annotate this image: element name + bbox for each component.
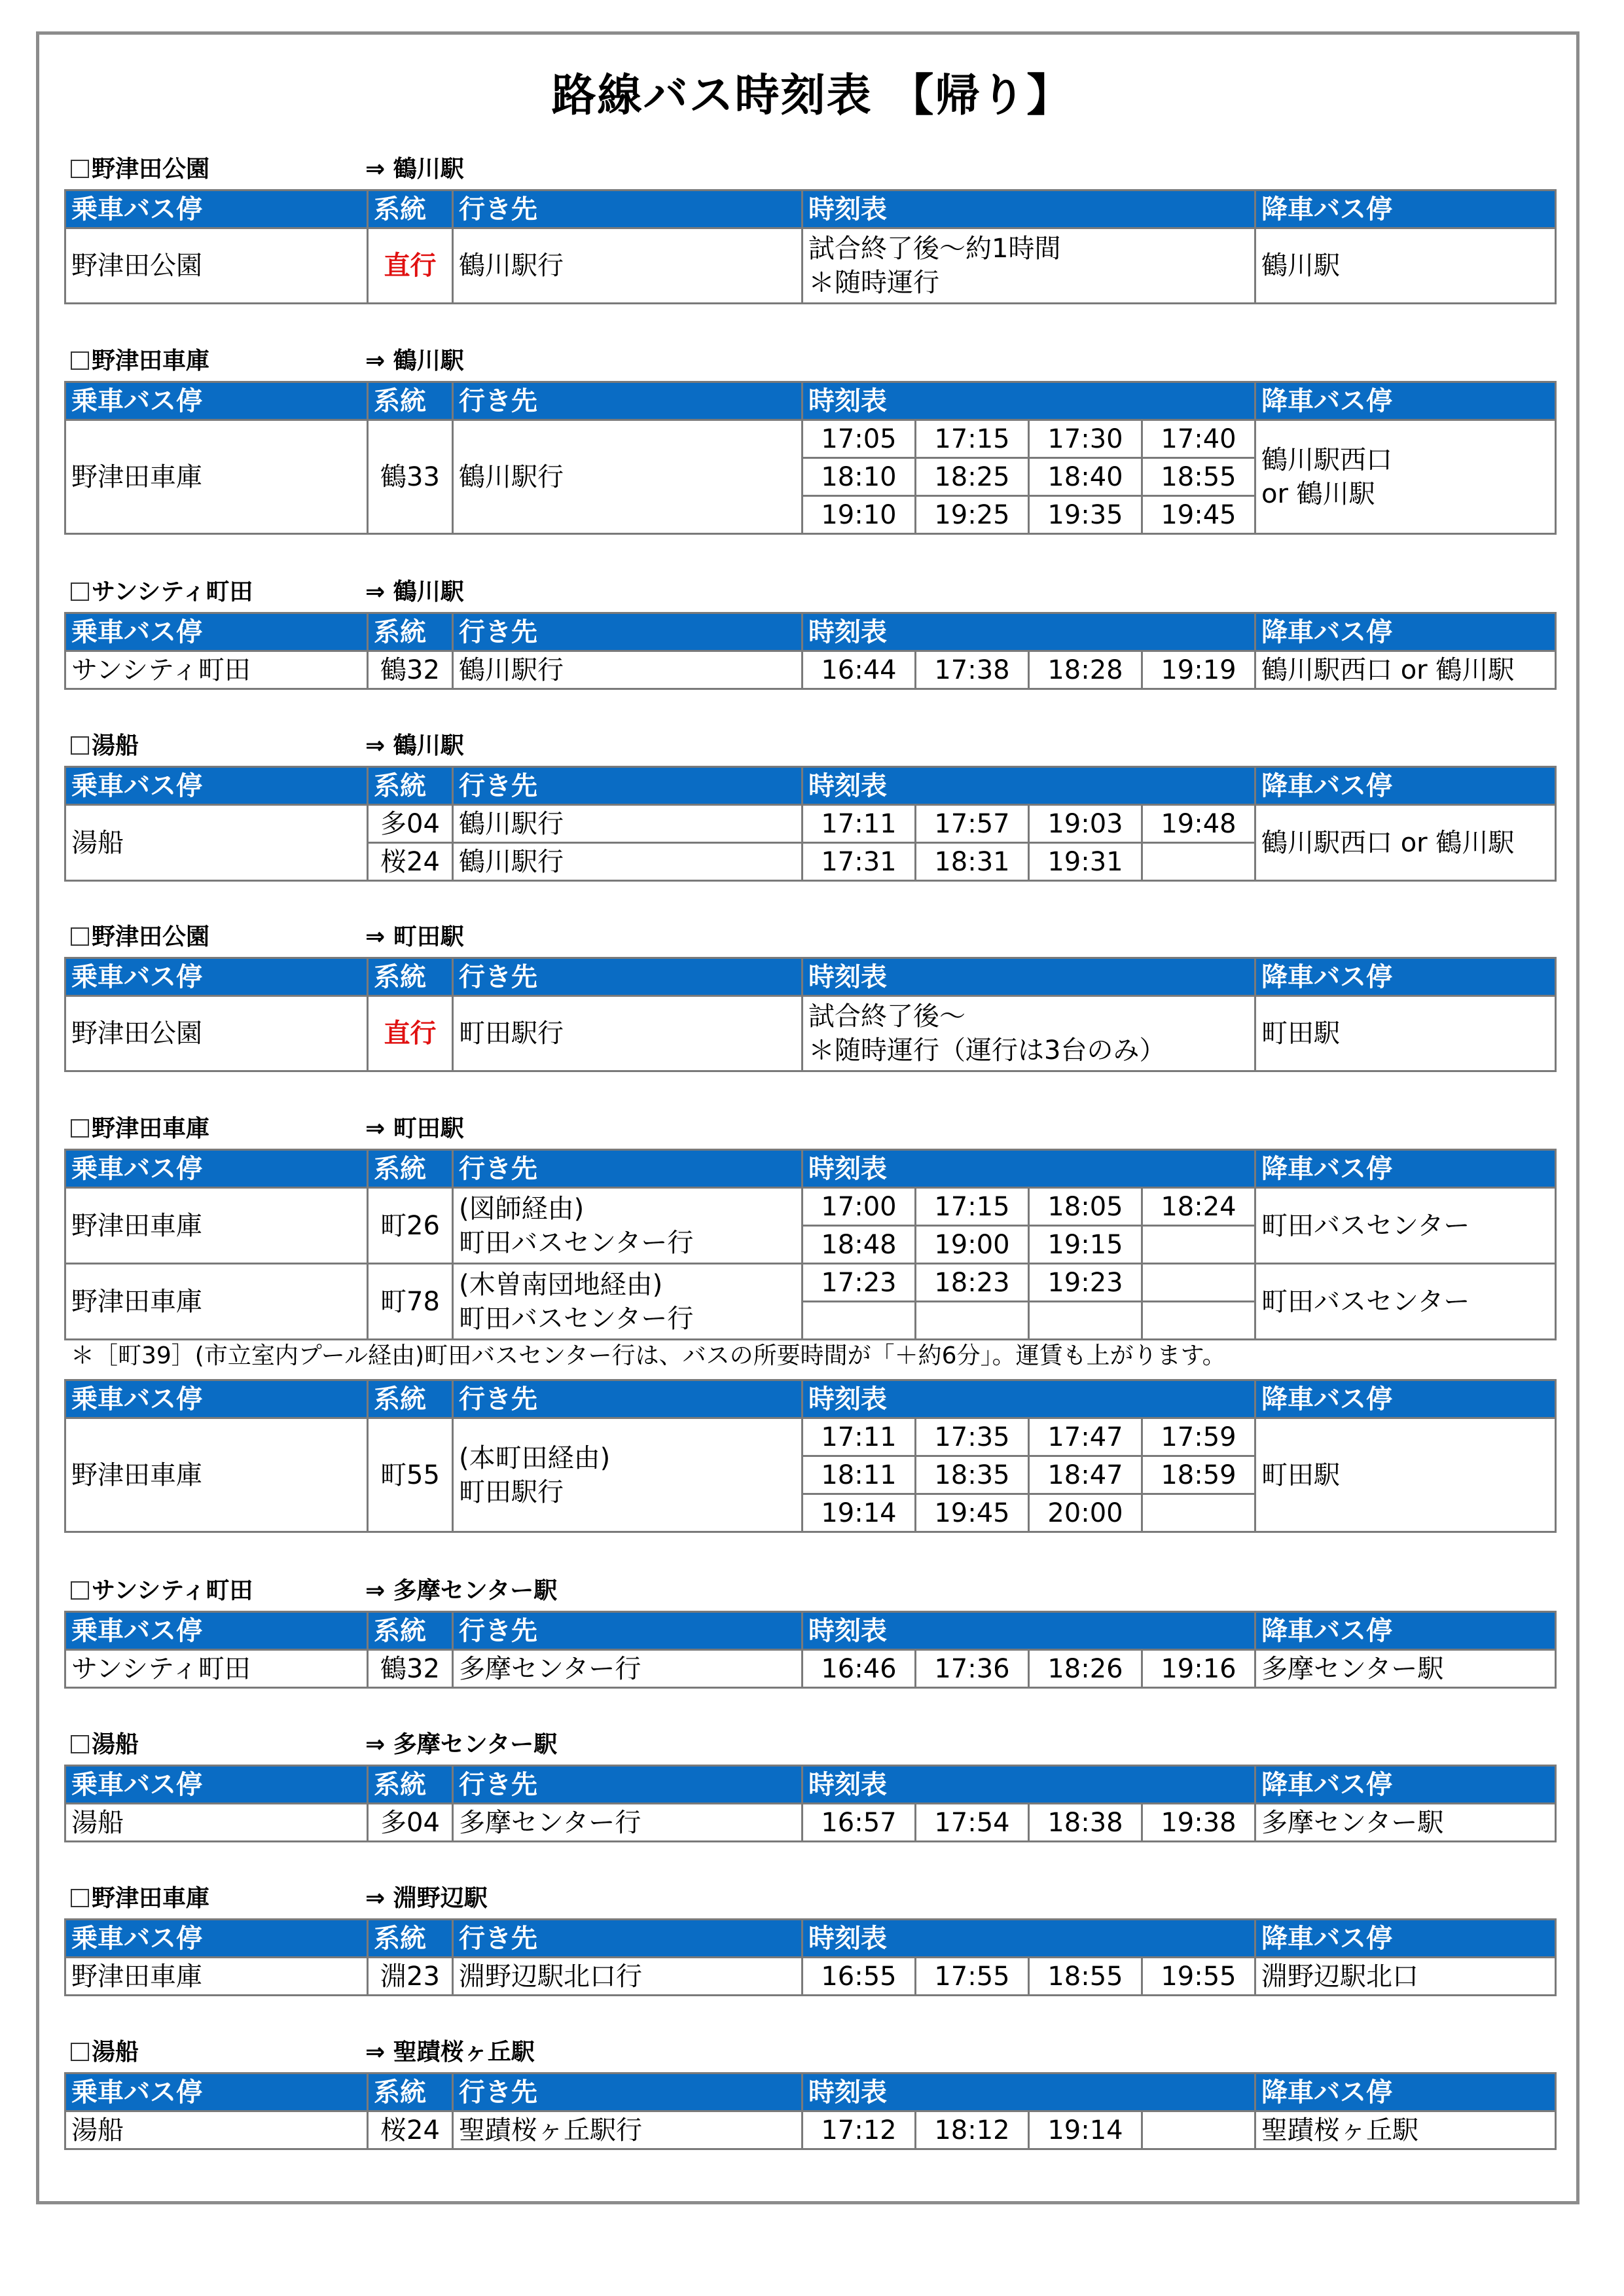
header-board: 乗車バス停 [65,382,368,420]
section-to: ⇒ 淵野辺駅 [365,1885,488,1912]
alight-stop: 聖蹟桜ヶ丘駅 [1255,2111,1556,2149]
time-cell: 16:57 [803,1804,916,1842]
time-cell: 17:15 [916,420,1029,458]
timetable-line: ＊随時運行（運行は3台のみ） [808,1035,1166,1066]
destination: 淵野辺駅北口行 [453,1958,803,1996]
header-alight: 降車バス停 [1255,1150,1556,1188]
time-cell: 19:35 [1029,496,1142,534]
section-from: 湯船 [92,1731,139,1758]
header-destination: 行き先 [453,1612,803,1650]
header-route: 系統 [368,1920,453,1958]
destination [453,1264,803,1340]
header-destination: 行き先 [453,958,803,996]
section-heading [71,2038,535,2067]
timetable-table [64,957,1557,1072]
board-stop: 湯船 [65,1804,368,1842]
time-cell: 18:24 [1142,1188,1255,1226]
board-stop: 野津田車庫 [65,1958,368,1996]
destination: 鶴川駅行 [453,420,803,534]
header-route: 系統 [368,958,453,996]
destination: 鶴川駅行 [453,843,803,881]
header-alight: 降車バス停 [1255,1766,1556,1804]
time-cell: 17:05 [803,420,916,458]
timetable-note [803,996,1255,1071]
time-cell: 18:12 [916,2111,1029,2149]
destination: 鶴川駅行 [453,651,803,689]
board-stop: 野津田公園 [65,228,368,304]
checkbox-icon [71,736,89,755]
header-destination: 行き先 [453,190,803,228]
header-board: 乗車バス停 [65,2073,368,2111]
time-cell: 18:40 [1029,458,1142,496]
time-cell: 18:35 [916,1456,1029,1494]
time-cell [1142,843,1255,881]
section-heading [71,1731,557,1759]
timetable-line: 試合終了後～ [808,1001,965,1031]
time-cell: 18:31 [916,843,1029,881]
header-destination: 行き先 [453,1380,803,1418]
destination-via: (図師経由) [459,1193,585,1224]
time-cell: 17:00 [803,1188,916,1226]
alight-stop: 町田駅 [1255,1418,1556,1532]
section-heading [71,1577,557,1605]
time-cell: 19:23 [1029,1264,1142,1302]
time-cell: 19:10 [803,496,916,534]
time-cell: 16:55 [803,1958,916,1996]
board-stop: 野津田車庫 [65,1264,368,1340]
checkbox-icon [71,2043,89,2061]
header-board: 乗車バス停 [65,190,368,228]
route-code: 町26 [368,1188,453,1264]
route-code: 多04 [368,805,453,843]
destination: 多摩センター行 [453,1650,803,1688]
section-heading [71,347,464,376]
alight-stop: 鶴川駅西口 or 鶴川駅 [1255,805,1556,881]
section-to: ⇒ 町田駅 [365,1115,464,1142]
destination: 鶴川駅行 [453,228,803,304]
header-route: 系統 [368,767,453,805]
header-timetable: 時刻表 [803,958,1255,996]
destination [453,1418,803,1532]
header-timetable: 時刻表 [803,767,1255,805]
time-cell [1142,1494,1255,1532]
section-to: ⇒ 鶴川駅 [365,732,464,759]
timetable-table [64,766,1557,882]
section-from: サンシティ町田 [92,579,253,605]
board-stop: 野津田車庫 [65,1188,368,1264]
destination: 町田駅行 [453,996,803,1071]
header-destination: 行き先 [453,1920,803,1958]
time-cell: 19:31 [1029,843,1142,881]
timetable-note [803,228,1255,304]
alight-stop: 多摩センター駅 [1255,1650,1556,1688]
header-route: 系統 [368,1766,453,1804]
section-heading [71,732,464,761]
time-cell: 17:15 [916,1188,1029,1226]
alight-line: 鶴川駅西口 [1261,444,1392,475]
time-cell: 18:11 [803,1456,916,1494]
checkbox-icon [71,1581,89,1600]
destination: 鶴川駅行 [453,805,803,843]
timetable-table [64,612,1557,690]
time-cell: 19:14 [803,1494,916,1532]
time-cell: 19:15 [1029,1226,1142,1264]
board-stop: サンシティ町田 [65,1650,368,1688]
time-cell: 17:47 [1029,1418,1142,1456]
header-alight: 降車バス停 [1255,958,1556,996]
checkbox-icon [71,927,89,946]
header-alight: 降車バス停 [1255,1380,1556,1418]
time-cell: 16:46 [803,1650,916,1688]
section-from: 野津田車庫 [92,1885,210,1912]
header-timetable: 時刻表 [803,190,1255,228]
destination-via: (木曽南団地経由) [459,1269,663,1300]
time-cell: 16:44 [803,651,916,689]
time-cell [1142,1302,1255,1340]
destination: 多摩センター行 [453,1804,803,1842]
time-cell: 18:59 [1142,1456,1255,1494]
checkbox-icon [71,1735,89,1753]
section-to: ⇒ 鶴川駅 [365,579,464,605]
header-route: 系統 [368,613,453,651]
header-alight: 降車バス停 [1255,2073,1556,2111]
header-destination: 行き先 [453,1766,803,1804]
destination [453,1188,803,1264]
header-board: 乗車バス停 [65,1380,368,1418]
header-alight: 降車バス停 [1255,767,1556,805]
time-cell: 17:23 [803,1264,916,1302]
time-cell: 17:57 [916,805,1029,843]
section-heading [71,923,464,952]
alight-stop: 町田駅 [1255,996,1556,1071]
time-cell: 20:00 [1029,1494,1142,1532]
header-timetable: 時刻表 [803,1380,1255,1418]
section-from: サンシティ町田 [92,1577,253,1604]
timetable-table [64,1765,1557,1842]
timetable-table [64,2072,1557,2150]
header-alight: 降車バス停 [1255,382,1556,420]
section-heading [71,578,464,607]
section-from: 湯船 [92,2039,139,2066]
section-from: 野津田車庫 [92,1115,210,1142]
time-cell [803,1302,916,1340]
alight-stop: 町田バスセンター [1255,1264,1556,1340]
time-cell: 17:11 [803,805,916,843]
destination-via: (本町田経由) [459,1443,611,1473]
time-cell: 18:28 [1029,651,1142,689]
header-route: 系統 [368,1380,453,1418]
section-from: 野津田車庫 [92,348,210,374]
section-to: ⇒ 多摩センター駅 [365,1577,558,1604]
fare-note: ＊［町39］(市立室内プール経由)町田バスセンター行は、バスの所要時間が「＋約6分」。運賃も上がります。 [71,1342,1226,1369]
time-cell: 18:48 [803,1226,916,1264]
destination-name: 町田駅行 [459,1477,564,1507]
time-cell: 17:11 [803,1418,916,1456]
time-cell [1142,1264,1255,1302]
header-alight: 降車バス停 [1255,1612,1556,1650]
route-code: 直行 [368,228,453,304]
timetable-line: 試合終了後～約1時間 [808,234,1061,264]
time-cell: 17:31 [803,843,916,881]
timetable-table [64,1918,1557,1996]
route-code: 町55 [368,1418,453,1532]
time-cell: 17:38 [916,651,1029,689]
header-destination: 行き先 [453,1150,803,1188]
header-board: 乗車バス停 [65,613,368,651]
alight-stop: 町田バスセンター [1255,1188,1556,1264]
time-cell: 18:38 [1029,1804,1142,1842]
timetable-table [64,1149,1557,1340]
timetable-table [64,381,1557,535]
time-cell: 17:36 [916,1650,1029,1688]
route-code: 淵23 [368,1958,453,1996]
route-code: 直行 [368,996,453,1071]
time-cell: 19:48 [1142,805,1255,843]
route-code: 桜24 [368,2111,453,2149]
header-timetable: 時刻表 [803,1766,1255,1804]
header-destination: 行き先 [453,613,803,651]
section-heading [71,155,464,184]
time-cell: 18:55 [1029,1958,1142,1996]
time-cell: 17:30 [1029,420,1142,458]
header-timetable: 時刻表 [803,2073,1255,2111]
time-cell: 19:16 [1142,1650,1255,1688]
time-cell: 17:54 [916,1804,1029,1842]
checkbox-icon [71,583,89,601]
time-cell: 17:59 [1142,1418,1255,1456]
section-from: 湯船 [92,732,139,759]
header-route: 系統 [368,1612,453,1650]
section-to: ⇒ 聖蹟桜ヶ丘駅 [365,2039,535,2066]
board-stop: 湯船 [65,2111,368,2149]
time-cell: 18:25 [916,458,1029,496]
header-alight: 降車バス停 [1255,613,1556,651]
route-code: 多04 [368,1804,453,1842]
header-timetable: 時刻表 [803,1920,1255,1958]
route-code: 鶴32 [368,1650,453,1688]
time-cell: 19:03 [1029,805,1142,843]
section-heading [71,1884,488,1913]
section-from: 野津田公園 [92,156,210,183]
checkbox-icon [71,1889,89,1907]
board-stop: サンシティ町田 [65,651,368,689]
board-stop: 野津田公園 [65,996,368,1071]
route-code: 桜24 [368,843,453,881]
time-cell: 18:05 [1029,1188,1142,1226]
time-cell: 19:45 [916,1494,1029,1532]
time-cell [1142,1226,1255,1264]
header-board: 乗車バス停 [65,767,368,805]
section-to: ⇒ 鶴川駅 [365,348,464,374]
time-cell: 19:25 [916,496,1029,534]
board-stop: 野津田車庫 [65,420,368,534]
time-cell: 17:55 [916,1958,1029,1996]
time-cell: 18:47 [1029,1456,1142,1494]
time-cell: 17:35 [916,1418,1029,1456]
timetable-table [64,1379,1557,1533]
header-alight: 降車バス停 [1255,1920,1556,1958]
time-cell: 19:55 [1142,1958,1255,1996]
route-code: 町78 [368,1264,453,1340]
destination: 聖蹟桜ヶ丘駅行 [453,2111,803,2149]
header-alight: 降車バス停 [1255,190,1556,228]
header-timetable: 時刻表 [803,613,1255,651]
header-timetable: 時刻表 [803,1612,1255,1650]
route-code: 鶴32 [368,651,453,689]
route-code: 鶴33 [368,420,453,534]
timetable-line: ＊随時運行 [808,268,939,298]
alight-stop: 鶴川駅 [1255,228,1556,304]
header-route: 系統 [368,382,453,420]
header-destination: 行き先 [453,767,803,805]
time-cell: 17:12 [803,2111,916,2149]
destination-name: 町田バスセンター行 [459,1227,694,1258]
header-destination: 行き先 [453,382,803,420]
header-route: 系統 [368,1150,453,1188]
alight-stop: 淵野辺駅北口 [1255,1958,1556,1996]
header-board: 乗車バス停 [65,1920,368,1958]
time-cell: 19:45 [1142,496,1255,534]
time-cell: 19:19 [1142,651,1255,689]
board-stop: 野津田車庫 [65,1418,368,1532]
alight-stop: 多摩センター駅 [1255,1804,1556,1842]
destination-name: 町田バスセンター行 [459,1303,694,1334]
section-to: ⇒ 多摩センター駅 [365,1731,558,1758]
timetable-table [64,189,1557,304]
header-route: 系統 [368,2073,453,2111]
board-stop: 湯船 [65,805,368,881]
header-board: 乗車バス停 [65,1612,368,1650]
time-cell [1029,1302,1142,1340]
section-to: ⇒ 鶴川駅 [365,156,464,183]
time-cell: 17:40 [1142,420,1255,458]
checkbox-icon [71,1119,89,1138]
time-cell: 19:00 [916,1226,1029,1264]
alight-stop [1255,420,1556,534]
time-cell: 18:23 [916,1264,1029,1302]
time-cell: 18:26 [1029,1650,1142,1688]
time-cell [1142,2111,1255,2149]
time-cell: 18:10 [803,458,916,496]
time-cell: 19:14 [1029,2111,1142,2149]
header-board: 乗車バス停 [65,1150,368,1188]
header-destination: 行き先 [453,2073,803,2111]
section-heading [71,1115,464,1143]
section-to: ⇒ 町田駅 [365,924,464,950]
header-board: 乗車バス停 [65,1766,368,1804]
checkbox-icon [71,160,89,178]
section-from: 野津田公園 [92,924,210,950]
header-board: 乗車バス停 [65,958,368,996]
alight-stop: 鶴川駅西口 or 鶴川駅 [1255,651,1556,689]
time-cell [916,1302,1029,1340]
time-cell: 19:38 [1142,1804,1255,1842]
header-timetable: 時刻表 [803,382,1255,420]
alight-line: or 鶴川駅 [1261,478,1375,509]
timetable-table [64,1611,1557,1689]
header-timetable: 時刻表 [803,1150,1255,1188]
page-title: 路線バス時刻表 【帰り】 [551,70,1073,122]
checkbox-icon [71,351,89,370]
header-route: 系統 [368,190,453,228]
time-cell: 18:55 [1142,458,1255,496]
